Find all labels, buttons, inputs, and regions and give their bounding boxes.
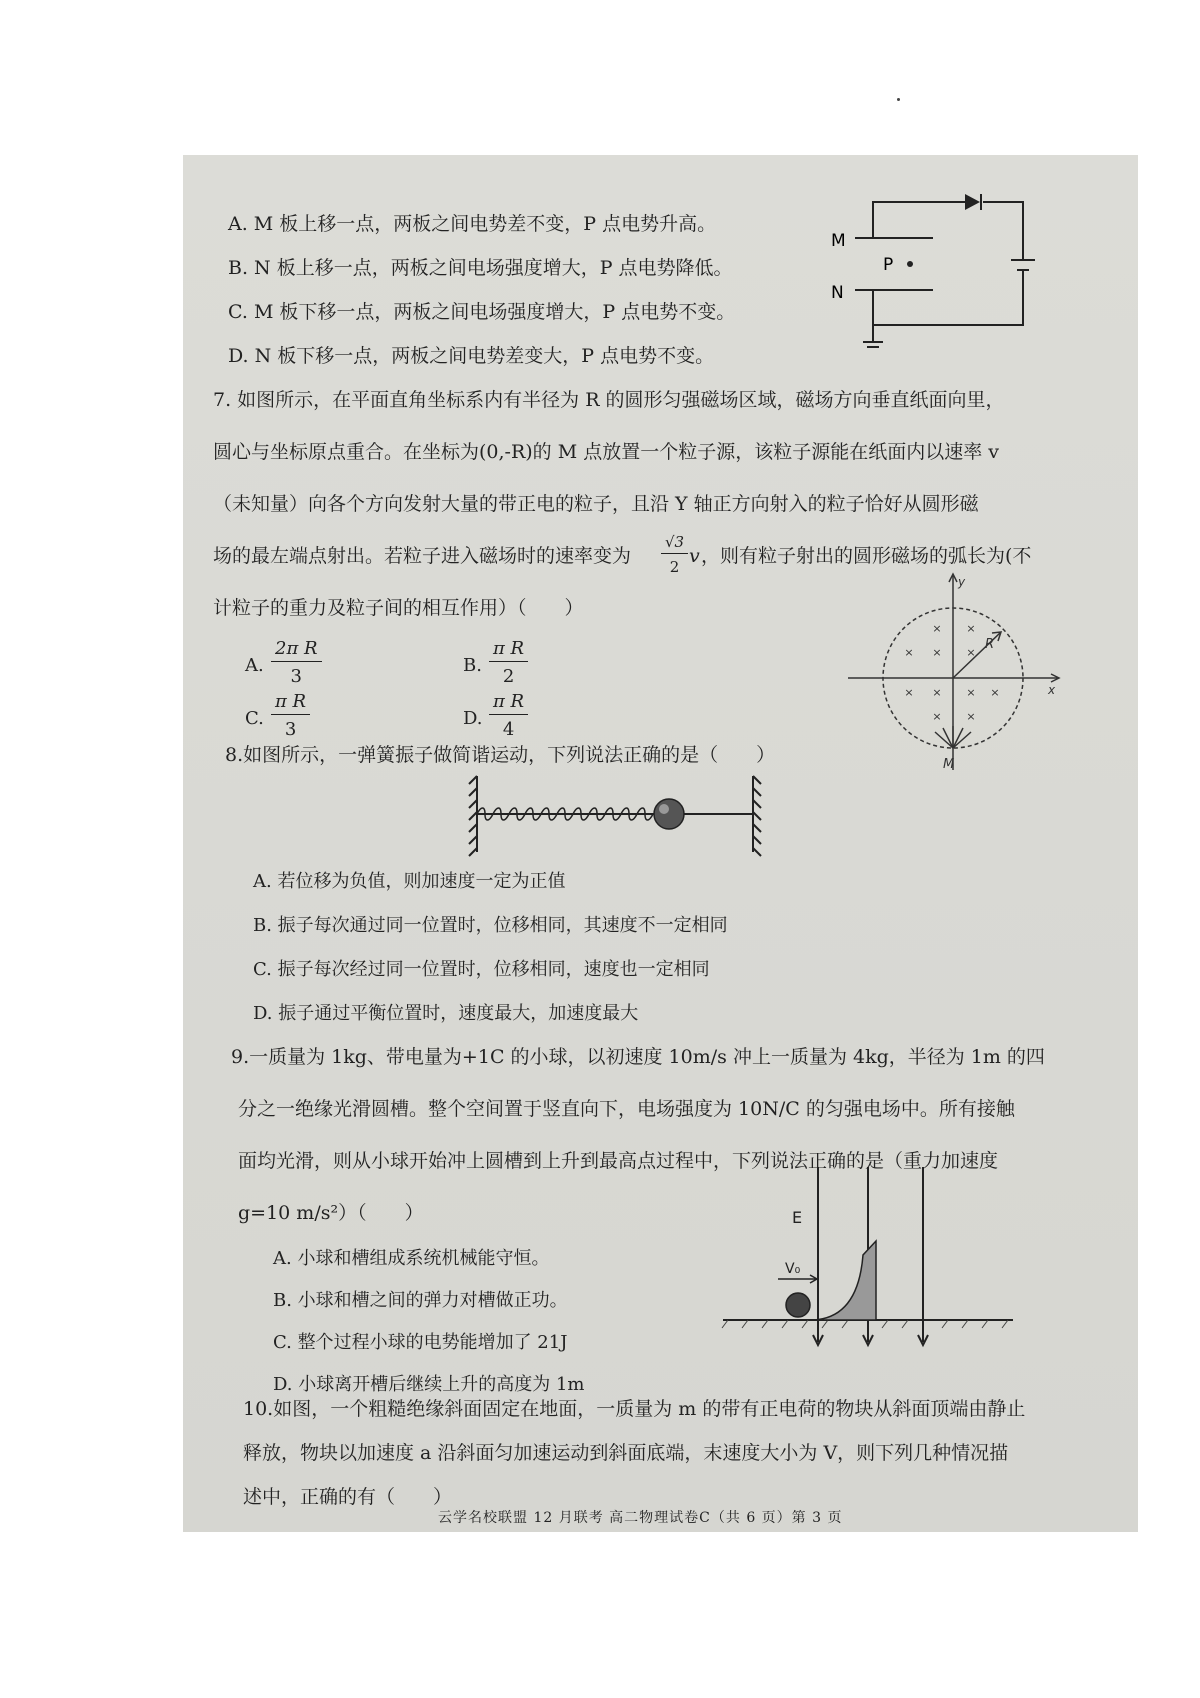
ball-highlight [659,804,669,814]
q7-option-c-value [271,691,310,740]
oscillator-ball [654,799,684,829]
q7-speed-symbol: v [689,545,700,567]
q9-line-2: 分之一绝缘光滑圆槽。整个空间置于竖直向下，电场强度为 10N/C 的匀强电场中。所有接触 [238,1098,1015,1120]
magnetic-field-figure [843,570,1073,780]
q7-line-3: （未知量）向各个方向发射大量的带正电的粒子，且沿 Y 轴正方向射入的粒子恰好从圆形磁 [213,493,979,515]
field-mark: × [966,646,976,659]
q9-line-3: 面均光滑，则从小球开始冲上圆槽到上升到最高点过程中，下列说法正确的是（重力加速度 [238,1150,999,1172]
field-mark: × [932,622,942,635]
field-mark: × [966,710,976,723]
q8-stem: 8.如图所示，一弹簧振子做简谐运动，下列说法正确的是（ ） [225,744,776,766]
field-mark: × [966,686,976,699]
q9-option-c: C. 整个过程小球的电势能增加了 21J [273,1332,568,1353]
field-mark: × [932,646,942,659]
q6-option-a: A. M 板上移一点，两板之间电势差不变，P 点电势升高。 [228,213,717,235]
label-p: P [883,255,894,275]
label-y-axis: y [958,575,966,589]
q7-option-b-letter: B. [463,655,482,676]
q9-option-a: A. 小球和槽组成系统机械能守恒。 [273,1248,550,1269]
q9-line-1: 9.一质量为 1kg、带电量为+1C 的小球，以初速度 10m/s 冲上一质量为 4kg，半径为 1m 的四 [231,1046,1045,1068]
q7-option-b-value [489,638,528,687]
ground-hatching [722,1320,1008,1328]
label-radius: R [985,637,995,652]
q7-line-4b: ，则有粒子射出的圆形磁场的弧长为(不 [701,545,1032,567]
q7-line-5: 计粒子的重力及粒子间的相互作用）（ ） [213,597,584,619]
exam-page [183,155,1138,1532]
q7-speed-fraction [661,533,688,576]
diode-icon [965,194,980,210]
quarter-circle-groove-figure [718,1165,1018,1355]
q8-option-c: C. 振子每次经过同一位置时，位移相同，速度也一定相同 [253,959,710,980]
speed-fraction-denominator: 2 [669,558,680,576]
option-a-denominator: 3 [290,666,302,687]
field-mark: × [932,686,942,699]
option-b-numerator: π R [489,638,528,662]
spring-oscillator-figure [463,772,823,862]
q7-option-c-letter: C. [245,708,264,729]
option-a-numerator: 2π R [271,638,322,662]
q10-line-3: 述中，正确的有（ ） [243,1486,453,1508]
option-b-denominator: 2 [502,666,515,687]
label-n: N [831,283,844,303]
label-v0: V₀ [785,1261,801,1277]
q10-line-2: 释放，物块以加速度 a 沿斜面匀加速运动到斜面底端，末速度大小为 V，则下列几种情况描 [243,1442,1009,1464]
q8-option-d: D. 振子通过平衡位置时，速度最大，加速度最大 [253,1003,639,1024]
option-c-numerator: π R [271,691,310,715]
q6-option-d: D. N 板下移一点，两板之间电势差变大，P 点电势不变。 [228,345,715,367]
q7-option-a-value [271,638,322,687]
q7-option-d-letter: D. [463,708,483,729]
point-p-marker [907,261,913,267]
q6-option-c: C. M 板下移一点，两板之间电场强度增大，P 点电势不变。 [228,301,736,323]
speck [897,98,900,101]
option-d-denominator: 4 [502,719,515,740]
q6-option-b: B. N 板上移一点，两板之间电场强度增大，P 点电势降低。 [228,257,733,279]
label-x-axis: x [1048,683,1056,697]
q7-option-d-value [489,691,528,740]
option-c-denominator: 3 [284,719,297,740]
q7-option-a-letter: A. [245,655,264,676]
label-e: E [792,1208,803,1227]
speed-fraction-numerator: √3 [661,533,688,554]
option-d-numerator: π R [489,691,528,715]
q9-line-4: g=10 m/s²）（ ） [238,1202,424,1224]
field-mark: × [904,646,914,659]
q7-line-4a: 场的最左端点射出。若粒子进入磁场时的速率变为 [213,545,632,567]
field-mark: × [932,710,942,723]
q9-option-d: D. 小球离开槽后继续上升的高度为 1m [273,1374,585,1395]
field-mark: × [966,622,976,635]
q7-line-2: 圆心与坐标原点重合。在坐标为(0,-R)的 M 点放置一个粒子源，该粒子源能在纸面内以速率 v [213,441,999,463]
q9-option-b: B. 小球和槽之间的弹力对槽做正功。 [273,1290,568,1311]
small-ball [786,1293,810,1317]
field-mark: × [904,686,914,699]
q8-option-b: B. 振子每次通过同一位置时，位移相同，其速度不一定相同 [253,915,728,936]
label-m: M [831,231,846,251]
groove-body [813,1241,876,1320]
capacitor-circuit-figure [813,190,1053,350]
q7-line-1: 7. 如图所示，在平面直角坐标系内有半径为 R 的圆形匀强磁场区域，磁场方向垂直纸面向里， [213,389,1005,411]
q8-option-a: A. 若位移为负值，则加速度一定为正值 [253,871,566,892]
page-footer: 云学名校联盟 12 月联考 高二物理试卷C（共 6 页）第 3 页 [438,1510,843,1526]
field-mark: × [990,686,1000,699]
label-source-m: M [943,757,955,772]
q10-line-1: 10.如图，一个粗糙绝缘斜面固定在地面，一质量为 m 的带有正电荷的物块从斜面顶端由静止 [243,1398,1026,1420]
